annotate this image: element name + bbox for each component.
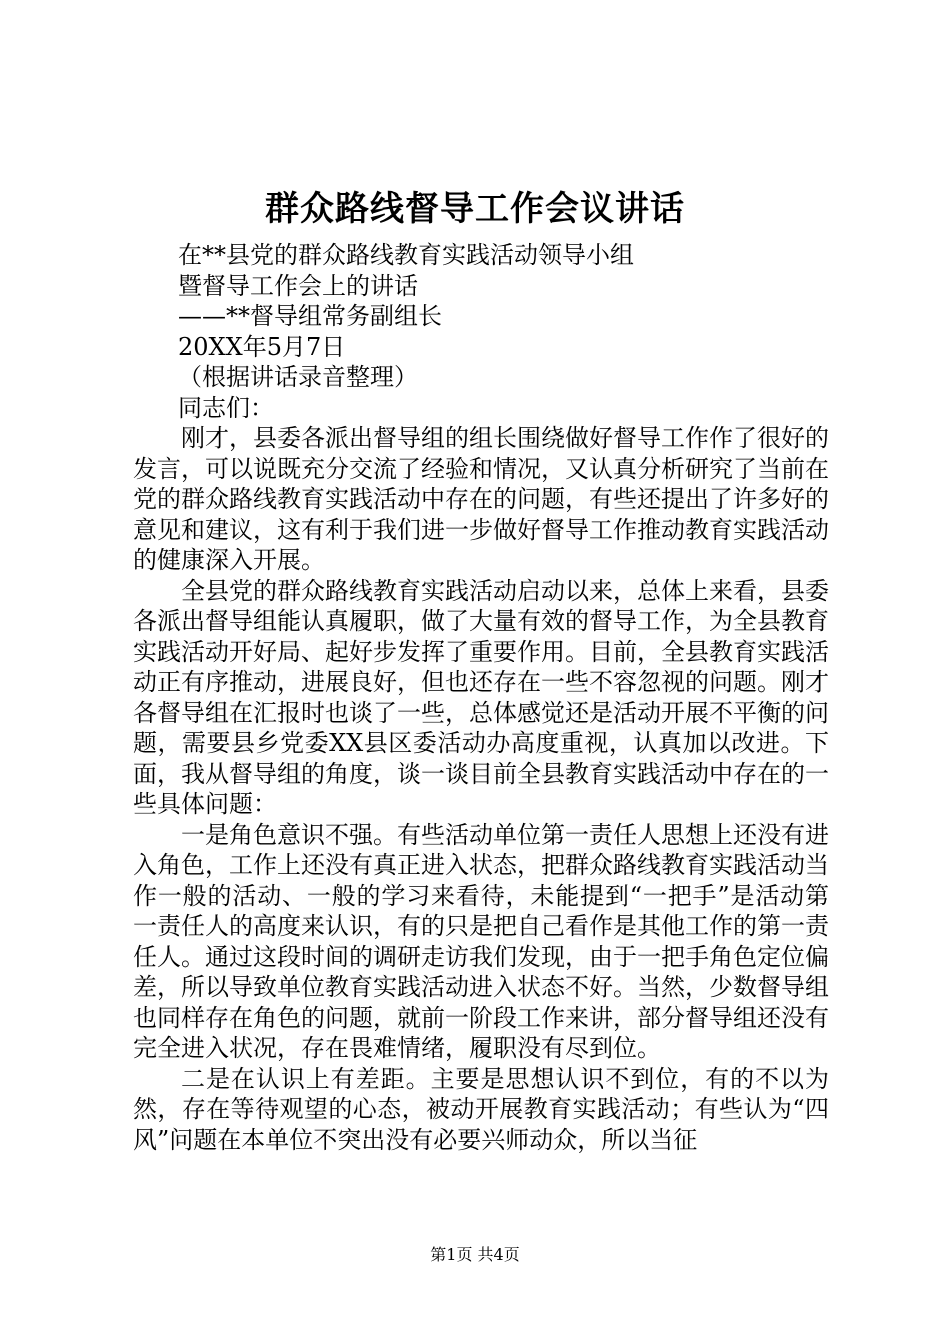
document-title: 群众路线督导工作会议讲话	[265, 189, 685, 229]
body-paragraph: 一是角色意识不强。有些活动单位第一责任人思想上还没有进入角色，工作上还没有真正进入状态，把群众路线教育实践活动当作一般的活动、一般的学习来看待，未能提到“一把手”是活动第一责任人的高度来认识，有的只是把自己看作是其他工作的第一责任人。通过这段时间的调研走访我们发现，由于一把手角色定位偏差，所以导致单位教育实践活动进入状态不好。当然，少数督导组也同样存在角色的问题，就前一阶段工作来讲，部分督导组还没有完全进入状况，存在畏难情绪，履职没有尽到位。	[133, 820, 829, 1062]
body-paragraph: 二是在认识上有差距。主要是思想认识不到位，有的不以为然，存在等待观望的心态，被动开展教育实践活动；有些认为“四风”问题在本单位不突出没有必要兴师动众，所以当征	[133, 1064, 829, 1154]
speaker-line: ——**督导组常务副组长	[178, 302, 442, 330]
salutation: 同志们：	[178, 393, 274, 422]
page-footer: 第1页 共4页	[430, 1245, 520, 1264]
body-paragraph: 全县党的群众路线教育实践活动启动以来，总体上来看，县委各派出督导组能认真履职，做了大量有效的督导工作，为全县教育实践活动开好局、起好步发挥了重要作用。目前，全县教育实践活动正有序推动，进展良好，但也还存在一些不容忽视的问题。刚才各督导组在汇报时也谈了一些，总体感觉还是活动开展不平衡的问题，需要县乡党委XX县区委活动办高度重视，认真加以改进。下面，我从督导组的角度，谈一谈目前全县教育实践活动中存在的一些具体问题：	[133, 576, 829, 818]
transcription-note: （根据讲话录音整理）	[178, 363, 418, 391]
body-paragraph: 刚才，县委各派出督导组的组长围绕做好督导工作作了很好的发言，可以说既充分交流了经验和情况，又认真分析研究了当前在党的群众路线教育实践活动中存在的问题，有些还提出了许多好的意见和建议，这有利于我们进一步做好督导工作推动教育实践活动的健康深入开展。	[133, 424, 829, 574]
speech-occasion-line-1: 在**县党的群众路线教育实践活动领导小组	[178, 241, 634, 269]
speech-occasion-line-2: 暨督导工作会上的讲话	[178, 271, 418, 300]
speech-body	[133, 423, 829, 1155]
speech-date: 20XX年5月7日	[178, 332, 346, 361]
speech-header	[178, 240, 878, 423]
